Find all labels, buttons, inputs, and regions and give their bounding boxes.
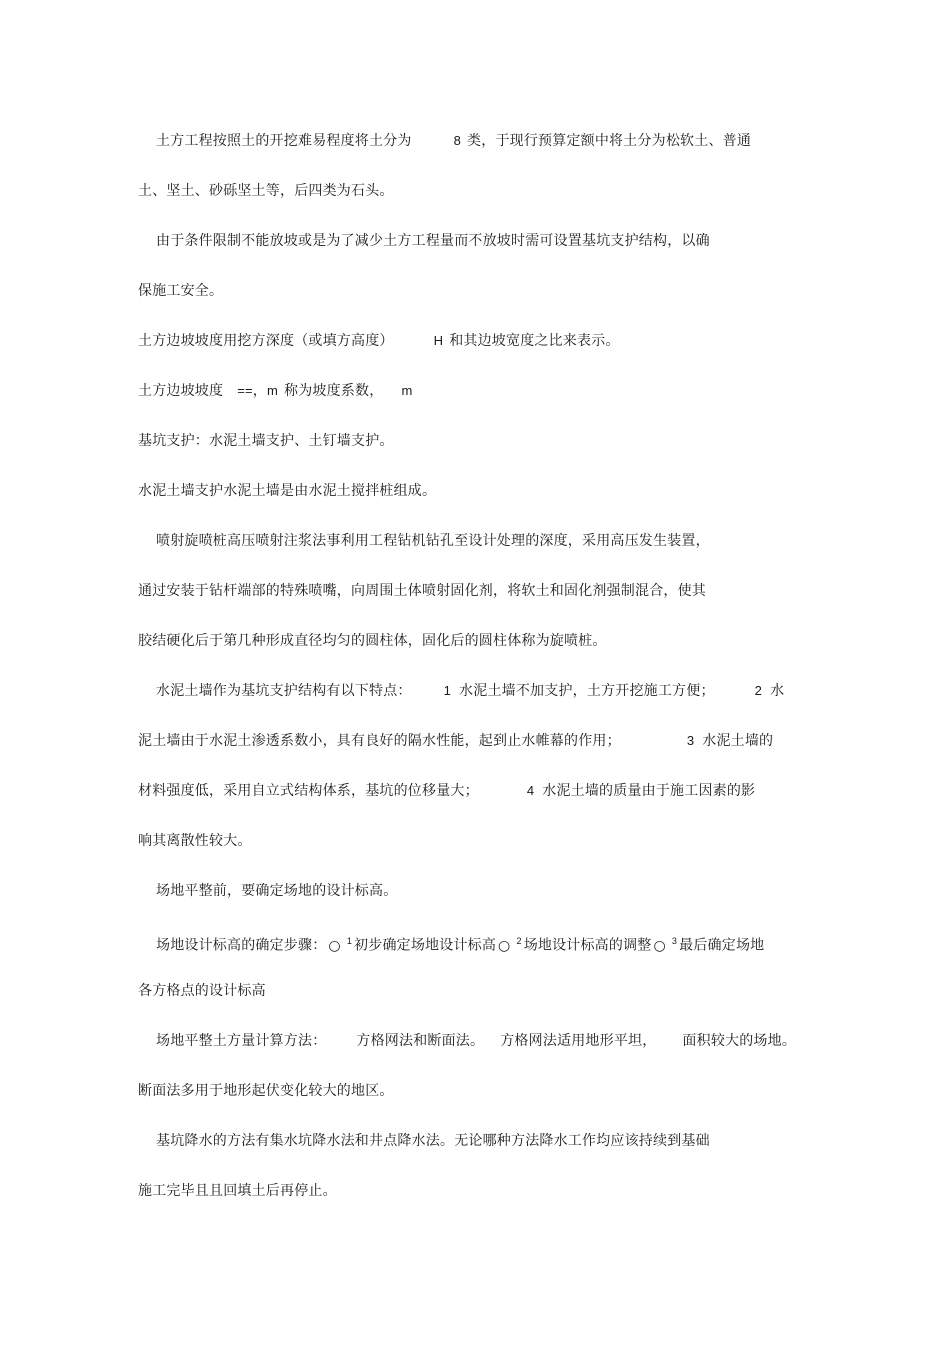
p10-line-2: 各方格点的设计标高 (138, 983, 266, 999)
p10-text-d: 最后确定场地 (679, 937, 765, 954)
p8-number-2: 2 (754, 683, 763, 698)
circle-icon-3: ○ (653, 937, 666, 954)
p12-line-1: 基坑降水的方法有集水坑降水法和井点降水法。无论哪种方法降水工作均应该持续到基础 (156, 1133, 710, 1149)
p8-line-3 (138, 781, 755, 801)
p1-line-1 (156, 131, 751, 151)
p3-text-b: 和其边坡宽度之比来表示。 (449, 333, 620, 349)
p7-line-2: 通过安装于钻杆端部的特殊喷嘴，向周围土体喷射固化剂，将软土和固化剂强制混合，使其 (138, 583, 706, 599)
p11-text-a: 场地平整土方量计算方法： (156, 1033, 327, 1049)
p8-line-1 (156, 681, 784, 701)
p11-text-c: 方格网法适用地形平坦， (500, 1033, 657, 1049)
p1-number: 8 (453, 133, 462, 148)
p3-h-symbol: H (433, 333, 444, 348)
p8-text-g: 水泥土墙的质量由于施工因素的影 (542, 783, 756, 799)
p4-text-a: 土方边坡坡度 (138, 383, 224, 399)
p10-line-1 (156, 931, 764, 956)
p1-text-a: 土方工程按照土的开挖难易程度将土分为 (156, 133, 412, 149)
p2-line-1: 由于条件限制不能放坡或是为了减少土方工程量而不放坡时需可设置基坑支护结构，以确 (156, 233, 710, 249)
p8-text-c: 水 (770, 683, 785, 699)
p7-line-3: 胶结硬化后于第几种形成直径均匀的圆柱体，固化后的圆柱体称为旋喷桩。 (138, 633, 607, 649)
p11-line-2: 断面法多用于地形起伏变化较大的地区。 (138, 1083, 394, 1099)
p6-line: 水泥土墙支护水泥土墙是由水泥土搅拌桩组成。 (138, 483, 437, 499)
p5-line: 基坑支护：水泥土墙支护、土钉墙支护。 (138, 433, 394, 449)
circle-icon-2: ○ (498, 937, 511, 954)
p2-line-2: 保施工安全。 (138, 283, 224, 299)
p4-line (138, 381, 412, 401)
p8-text-b: 水泥土墙不加支护，土方开挖施工方便； (459, 683, 715, 699)
p8-number-1: 1 (443, 683, 452, 698)
p8-text-f: 材料强度低，采用自立式结构体系，基坑的位移量大； (138, 783, 479, 799)
p10-sup-2: 2 (516, 936, 522, 946)
circle-icon-1: ○ (328, 937, 341, 954)
p8-line-4: 响其离散性较大。 (138, 833, 252, 849)
p7-line-1: 喷射旋喷桩高压喷射注浆法事利用工程钻机钻孔至设计处理的深度，采用高压发生装置， (156, 533, 710, 549)
p4-m-1: m (267, 383, 279, 398)
p8-number-4: 4 (526, 783, 535, 798)
p4-text-b: 称为坡度系数， (284, 383, 384, 399)
p11-text-d: 面积较大的场地。 (682, 1033, 797, 1049)
p10-sup-3: 3 (671, 936, 678, 946)
p9-line: 场地平整前，要确定场地的设计标高。 (156, 883, 398, 899)
p1-text-b: 类，于现行预算定额中将土分为松软土、普通 (467, 133, 752, 149)
p8-text-d: 泥土墙由于水泥土渗透系数小，具有良好的隔水性能，起到止水帷幕的作用； (138, 733, 621, 749)
p8-line-2 (138, 731, 773, 751)
p8-text-a: 水泥土墙作为基坑支护结构有以下特点： (156, 683, 412, 699)
p10-sup-1: 1 (346, 936, 353, 946)
p10-text-a: 场地设计标高的确定步骤： (156, 937, 327, 954)
p4-comma: ， (252, 383, 267, 399)
p8-text-e: 水泥土墙的 (702, 733, 774, 749)
p3-text-a: 土方边坡坡度用挖方深度（或填方高度） (138, 333, 394, 349)
p11-text-b: 方格网法和断面法。 (356, 1033, 485, 1049)
p10-text-c: 场地设计标高的调整 (523, 937, 652, 954)
p4-m-2: m (401, 383, 413, 398)
p12-line-2: 施工完毕且且回填土后再停止。 (138, 1183, 337, 1199)
p8-number-3: 3 (686, 733, 695, 748)
p3-line (138, 331, 620, 351)
p1-line-2: 土、坚土、砂砾坚土等，后四类为石头。 (138, 183, 394, 199)
p4-equals: == (237, 383, 253, 398)
p10-text-b: 初步确定场地设计标高 (354, 937, 497, 954)
p11-line-1 (156, 1031, 796, 1051)
